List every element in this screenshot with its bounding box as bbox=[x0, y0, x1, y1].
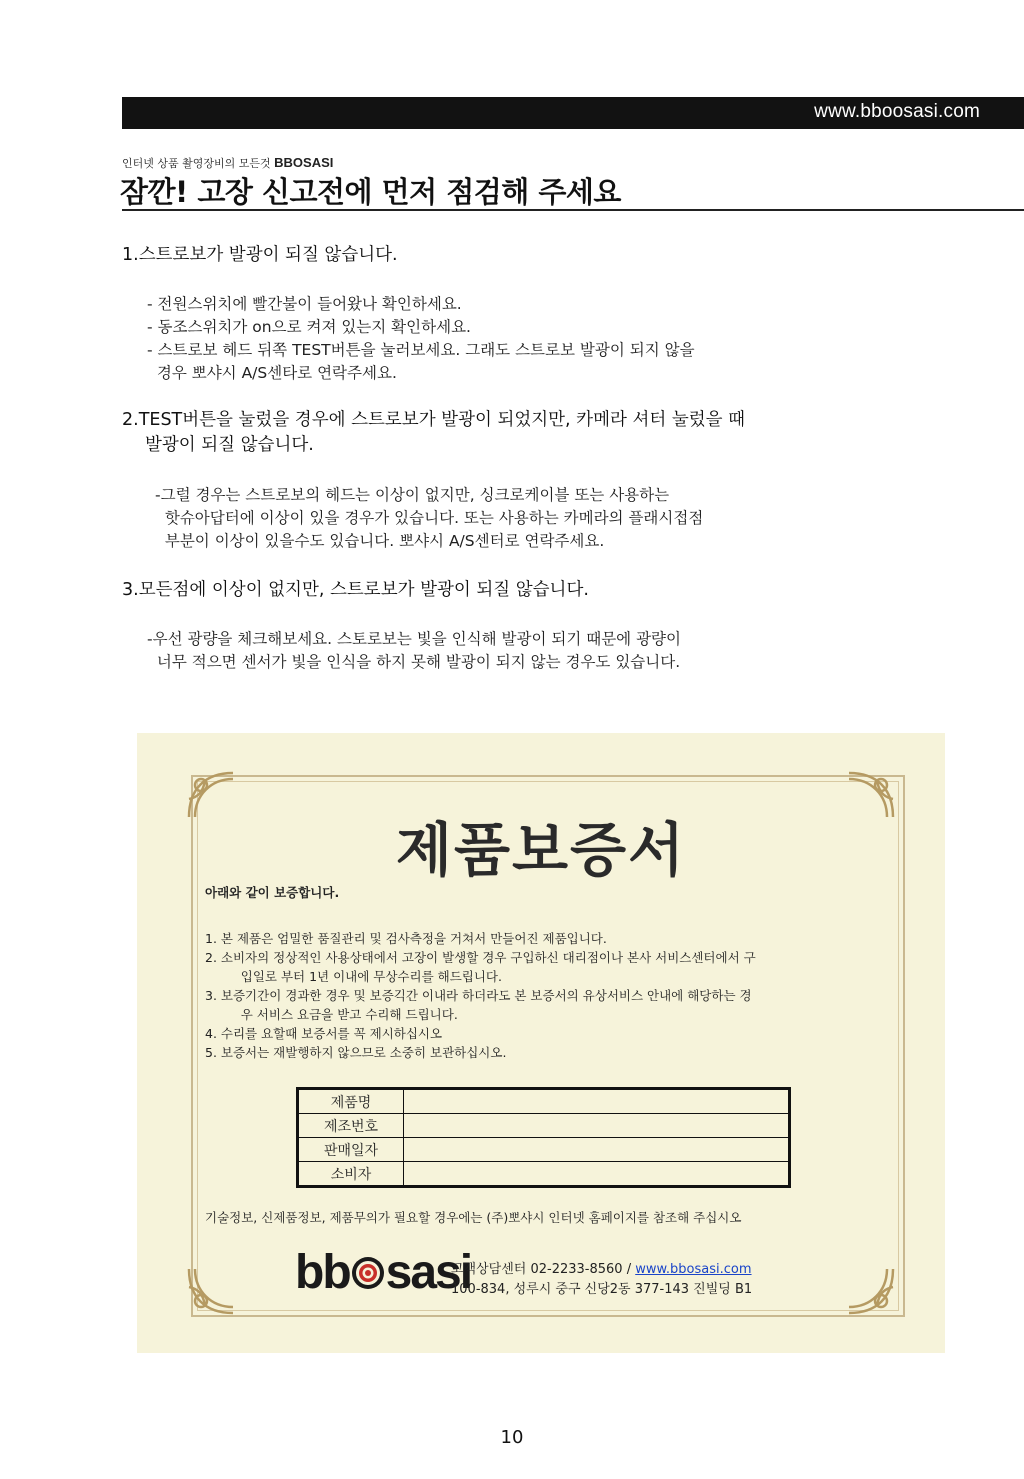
section-3-heading: 3.모든점에 이상이 없지만, 스트로보가 발광이 되질 않습니다. bbox=[122, 580, 589, 600]
certificate-terms bbox=[205, 929, 905, 1062]
section-2-line-1: -그럴 경우는 스트로보의 헤드는 이상이 없지만, 싱크로케이블 또는 사용하는 bbox=[155, 486, 670, 504]
certificate-title: 제품보증서 bbox=[395, 816, 687, 884]
section-1-heading: 1.스트로보가 발광이 되질 않습니다. bbox=[122, 245, 398, 265]
section-2-heading: 2.TEST버튼을 눌렀을 경우에 스트로보가 발광이 되었지만, 카메라 셔터 눌렀을 때 bbox=[122, 410, 746, 430]
contact-address: 100-834, 성루시 중구 신당2동 377-143 진빌딩 B1 bbox=[451, 1282, 753, 1297]
certificate-subtitle: 아래와 같이 보증합니다. bbox=[205, 885, 340, 900]
target-icon bbox=[350, 1251, 386, 1301]
consumer-field[interactable] bbox=[404, 1162, 790, 1187]
warranty-certificate bbox=[137, 733, 945, 1353]
header-bar bbox=[122, 97, 1024, 129]
homepage-link[interactable]: www.bbosasi.com bbox=[635, 1262, 752, 1277]
section-1-line-1: - 전원스위치에 빨간불이 들어왔나 확인하세요. bbox=[147, 295, 462, 313]
tagline-brand: BBOSASI bbox=[274, 155, 334, 170]
tagline-prefix: 인터넷 상품 촬영장비의 모든것 bbox=[122, 157, 271, 170]
product-info-table bbox=[296, 1087, 791, 1188]
serial-number-label: 제조번호 bbox=[298, 1114, 404, 1138]
section-3-line-1: -우선 광량을 체크해보세요. 스토로보는 빛을 인식해 발광이 되기 때문에 광량이 bbox=[147, 630, 682, 648]
tagline bbox=[122, 155, 333, 171]
logo-text-right: sasi bbox=[385, 1246, 472, 1299]
sale-date-label: 판매일자 bbox=[298, 1138, 404, 1162]
section-1-line-4: 경우 뽀샤시 A/S센타로 연락주세요. bbox=[147, 364, 397, 382]
sale-date-field[interactable] bbox=[404, 1138, 790, 1162]
term-item: 우 서비스 요금을 받고 수리해 드립니다. bbox=[205, 1007, 458, 1022]
corner-ornament-icon bbox=[845, 1265, 897, 1317]
title-divider bbox=[122, 209, 1024, 211]
bbosasi-logo bbox=[295, 1248, 471, 1298]
term-item: 입일로 부터 1년 이내에 무상수리를 해드립니다. bbox=[205, 969, 502, 984]
product-name-field[interactable] bbox=[404, 1089, 790, 1114]
section-2-heading-line-2: 발광이 되질 않습니다. bbox=[145, 435, 314, 455]
table-row bbox=[298, 1138, 790, 1162]
section-3-line-2: 너무 적으면 센서가 빛을 인식을 하지 못해 발광이 되지 않는 경우도 있습니다. bbox=[147, 653, 681, 671]
consumer-label: 소비자 bbox=[298, 1162, 404, 1187]
page-number: 10 bbox=[500, 1427, 524, 1448]
logo-text-left: bb bbox=[295, 1246, 350, 1299]
page-title: 잠깐! 고장 신고전에 먼저 점검해 주세요 bbox=[120, 175, 621, 209]
term-item: 4. 수리를 요할때 보증서를 꼭 제시하십시오 bbox=[205, 1026, 443, 1041]
section-1-line-2: - 동조스위치가 on으로 켜져 있는지 확인하세요. bbox=[147, 318, 471, 336]
contact-info bbox=[451, 1260, 752, 1300]
product-name-label: 제품명 bbox=[298, 1089, 404, 1114]
section-2-line-3: 부분이 이상이 있을수도 있습니다. 뽀샤시 A/S센터로 연락주세요. bbox=[155, 532, 605, 550]
section-1-line-3: - 스트로보 헤드 뒤쪽 TEST버튼을 눌러보세요. 그래도 스트로보 발광이 되지 않을 bbox=[147, 341, 695, 359]
term-item: 1. 본 제품은 엄밀한 품질관리 및 검사측정을 거쳐서 만들어진 제품입니다. bbox=[205, 931, 607, 946]
table-row bbox=[298, 1114, 790, 1138]
term-item: 5. 보증서는 재발행하지 않으므로 소중히 보관하십시오. bbox=[205, 1045, 507, 1060]
section-2-line-2: 핫슈아답터에 이상이 있을 경우가 있습니다. 또는 사용하는 카메라의 플래시접점 bbox=[155, 509, 704, 527]
table-row bbox=[298, 1162, 790, 1187]
contact-phone: 고객상담센터 02-2233-8560 / bbox=[451, 1262, 636, 1277]
corner-ornament-icon bbox=[185, 1265, 237, 1317]
serial-number-field[interactable] bbox=[404, 1114, 790, 1138]
certificate-footer-note: 기술정보, 신제품정보, 제품무의가 필요할 경우에는 (주)뽀샤시 인터넷 홈페이지를 참조해 주십시오 bbox=[205, 1210, 742, 1225]
term-item: 3. 보증기간이 경과한 경우 및 보증긱간 이내라 하더라도 본 보증서의 유상서비스 안내에 해당하는 경 bbox=[205, 988, 752, 1003]
site-url[interactable]: www.bboosasi.com bbox=[814, 101, 980, 122]
term-item: 2. 소비자의 정상적인 사용상태에서 고장이 발생할 경우 구입하신 대리점이나 본사 서비스센터에서 구 bbox=[205, 950, 756, 965]
table-row bbox=[298, 1089, 790, 1114]
